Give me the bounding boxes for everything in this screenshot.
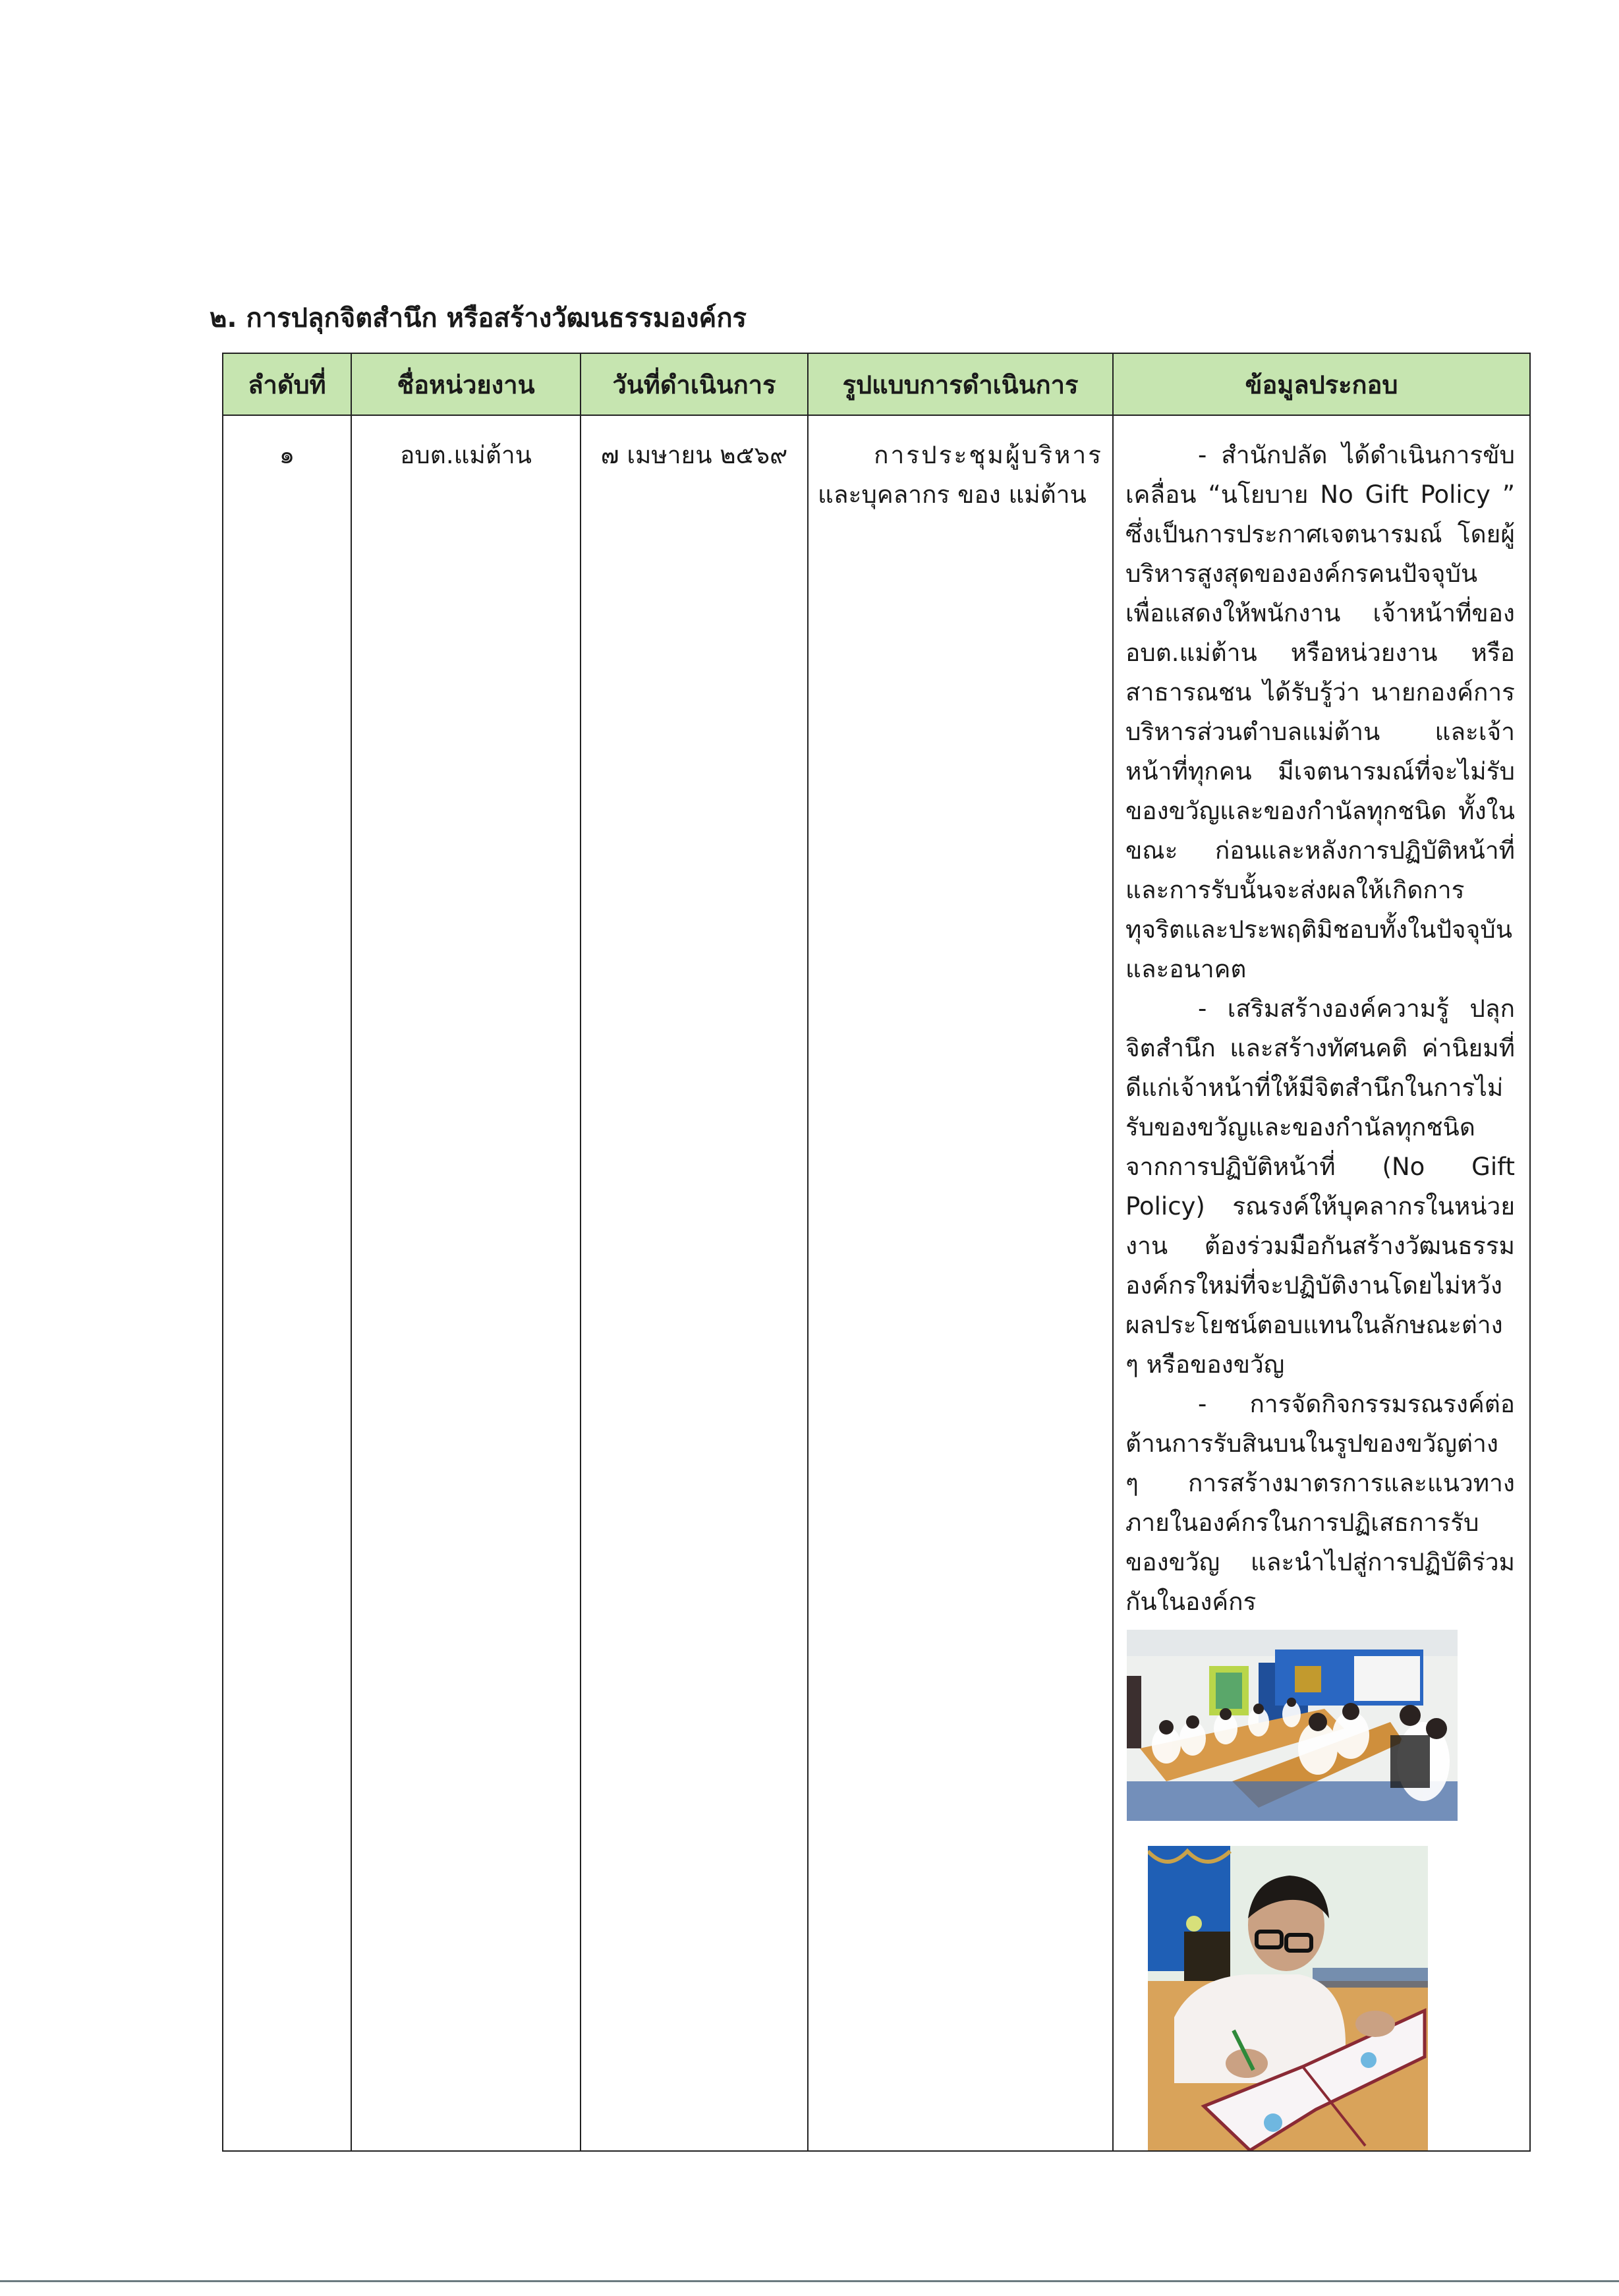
detail-text-1: - สำนักปลัด ได้ดำเนินการขับเคลื่อน “นโยบาย No Gift Policy ” ซึ่งเป็นการประกาศเจตนารมณ์ โดยผู้บริหารสูงสุดขององค์กรคนปัจจุบัน เพื่อแสดงให้พนักงาน เจ้าหน้าที่ของ อบต.แม่ต้าน หรือหน่วยงาน หรือสาธารณชน ได้รับรู้ว่า นายกองค์การบริหารส่วนตำบลแม่ต้าน และเจ้าหน้าที่ทุกคน มีเจตนารมณ์ที่จะไม่รับของขวัญและของกำนัลทุกชนิด ทั้งในขณะ ก่อนและหลังการปฏิบัติหน้าที่ และการรับนั้นจะส่งผลให้เกิดการทุจริตและประพฤติมิชอบทั้งในปัจจุบันและอนาคต [1125,441,1515,983]
executive-signing-photo [1148,1846,1428,2150]
detail-paragraph-1 [1125,436,1515,989]
table-header-row [223,353,1530,415]
header-agency: ชื่อหน่วยงาน [351,353,581,415]
header-details: ข้อมูลประกอบ [1113,353,1530,415]
format-line-2: และบุคลากร ของ แม่ต้าน [818,480,1087,509]
table-row [223,415,1530,2151]
cell-no: ๑ [223,415,351,2151]
report-table [222,353,1531,2152]
cell-details [1113,415,1530,2151]
signing-illustration [1148,1846,1428,2150]
cell-agency: อบต.แม่ต้าน [351,415,581,2151]
detail-text-2: - เสริมสร้างองค์ความรู้ ปลุกจิตสำนึก และสร้างทัศนคติ ค่านิยมที่ดีแก่เจ้าหน้าที่ให้มีจิตสำนึกในการไม่รับของขวัญและของกำนัลทุกชนิดจากการปฏิบัติหน้าที่ (No Gift Policy) รณรงค์ให้บุคลากรในหน่วยงาน ต้องร่วมมือกันสร้างวัฒนธรรมองค์กรใหม่ที่จะปฏิบัติงานโดยไม่หวังผลประโยชน์ตอบแทนในลักษณะต่าง ๆ หรือของขวัญ [1125,994,1515,1379]
header-format: รูปแบบการดำเนินการ [808,353,1113,415]
detail-paragraph-2 [1125,989,1515,1385]
detail-text-3: - การจัดกิจกรรมรณรงค์ต่อต้านการรับสินบนในรูปของขวัญต่าง ๆ การสร้างมาตรการและแนวทางภายในองค์กรในการปฏิเสธการรับของขวัญ และนำไปสู่การปฏิบัติร่วมกันในองค์กร [1125,1390,1515,1616]
header-date: วันที่ดำเนินการ [581,353,808,415]
cell-date: ๗ เมษายน ๒๕๖๙ [581,415,808,2151]
section-title: ๒. การปลุกจิตสำนึก หรือสร้างวัฒนธรรมองค์กร [210,303,747,333]
detail-paragraph-3 [1125,1385,1515,1622]
meeting-room-illustration [1127,1630,1458,1821]
meeting-room-photo [1127,1630,1458,1821]
scan-edge-line [0,2280,1619,2282]
format-line-1: การประชุมผู้บริหาร [874,441,1103,469]
header-no: ลำดับที่ [223,353,351,415]
cell-format [808,415,1113,2151]
